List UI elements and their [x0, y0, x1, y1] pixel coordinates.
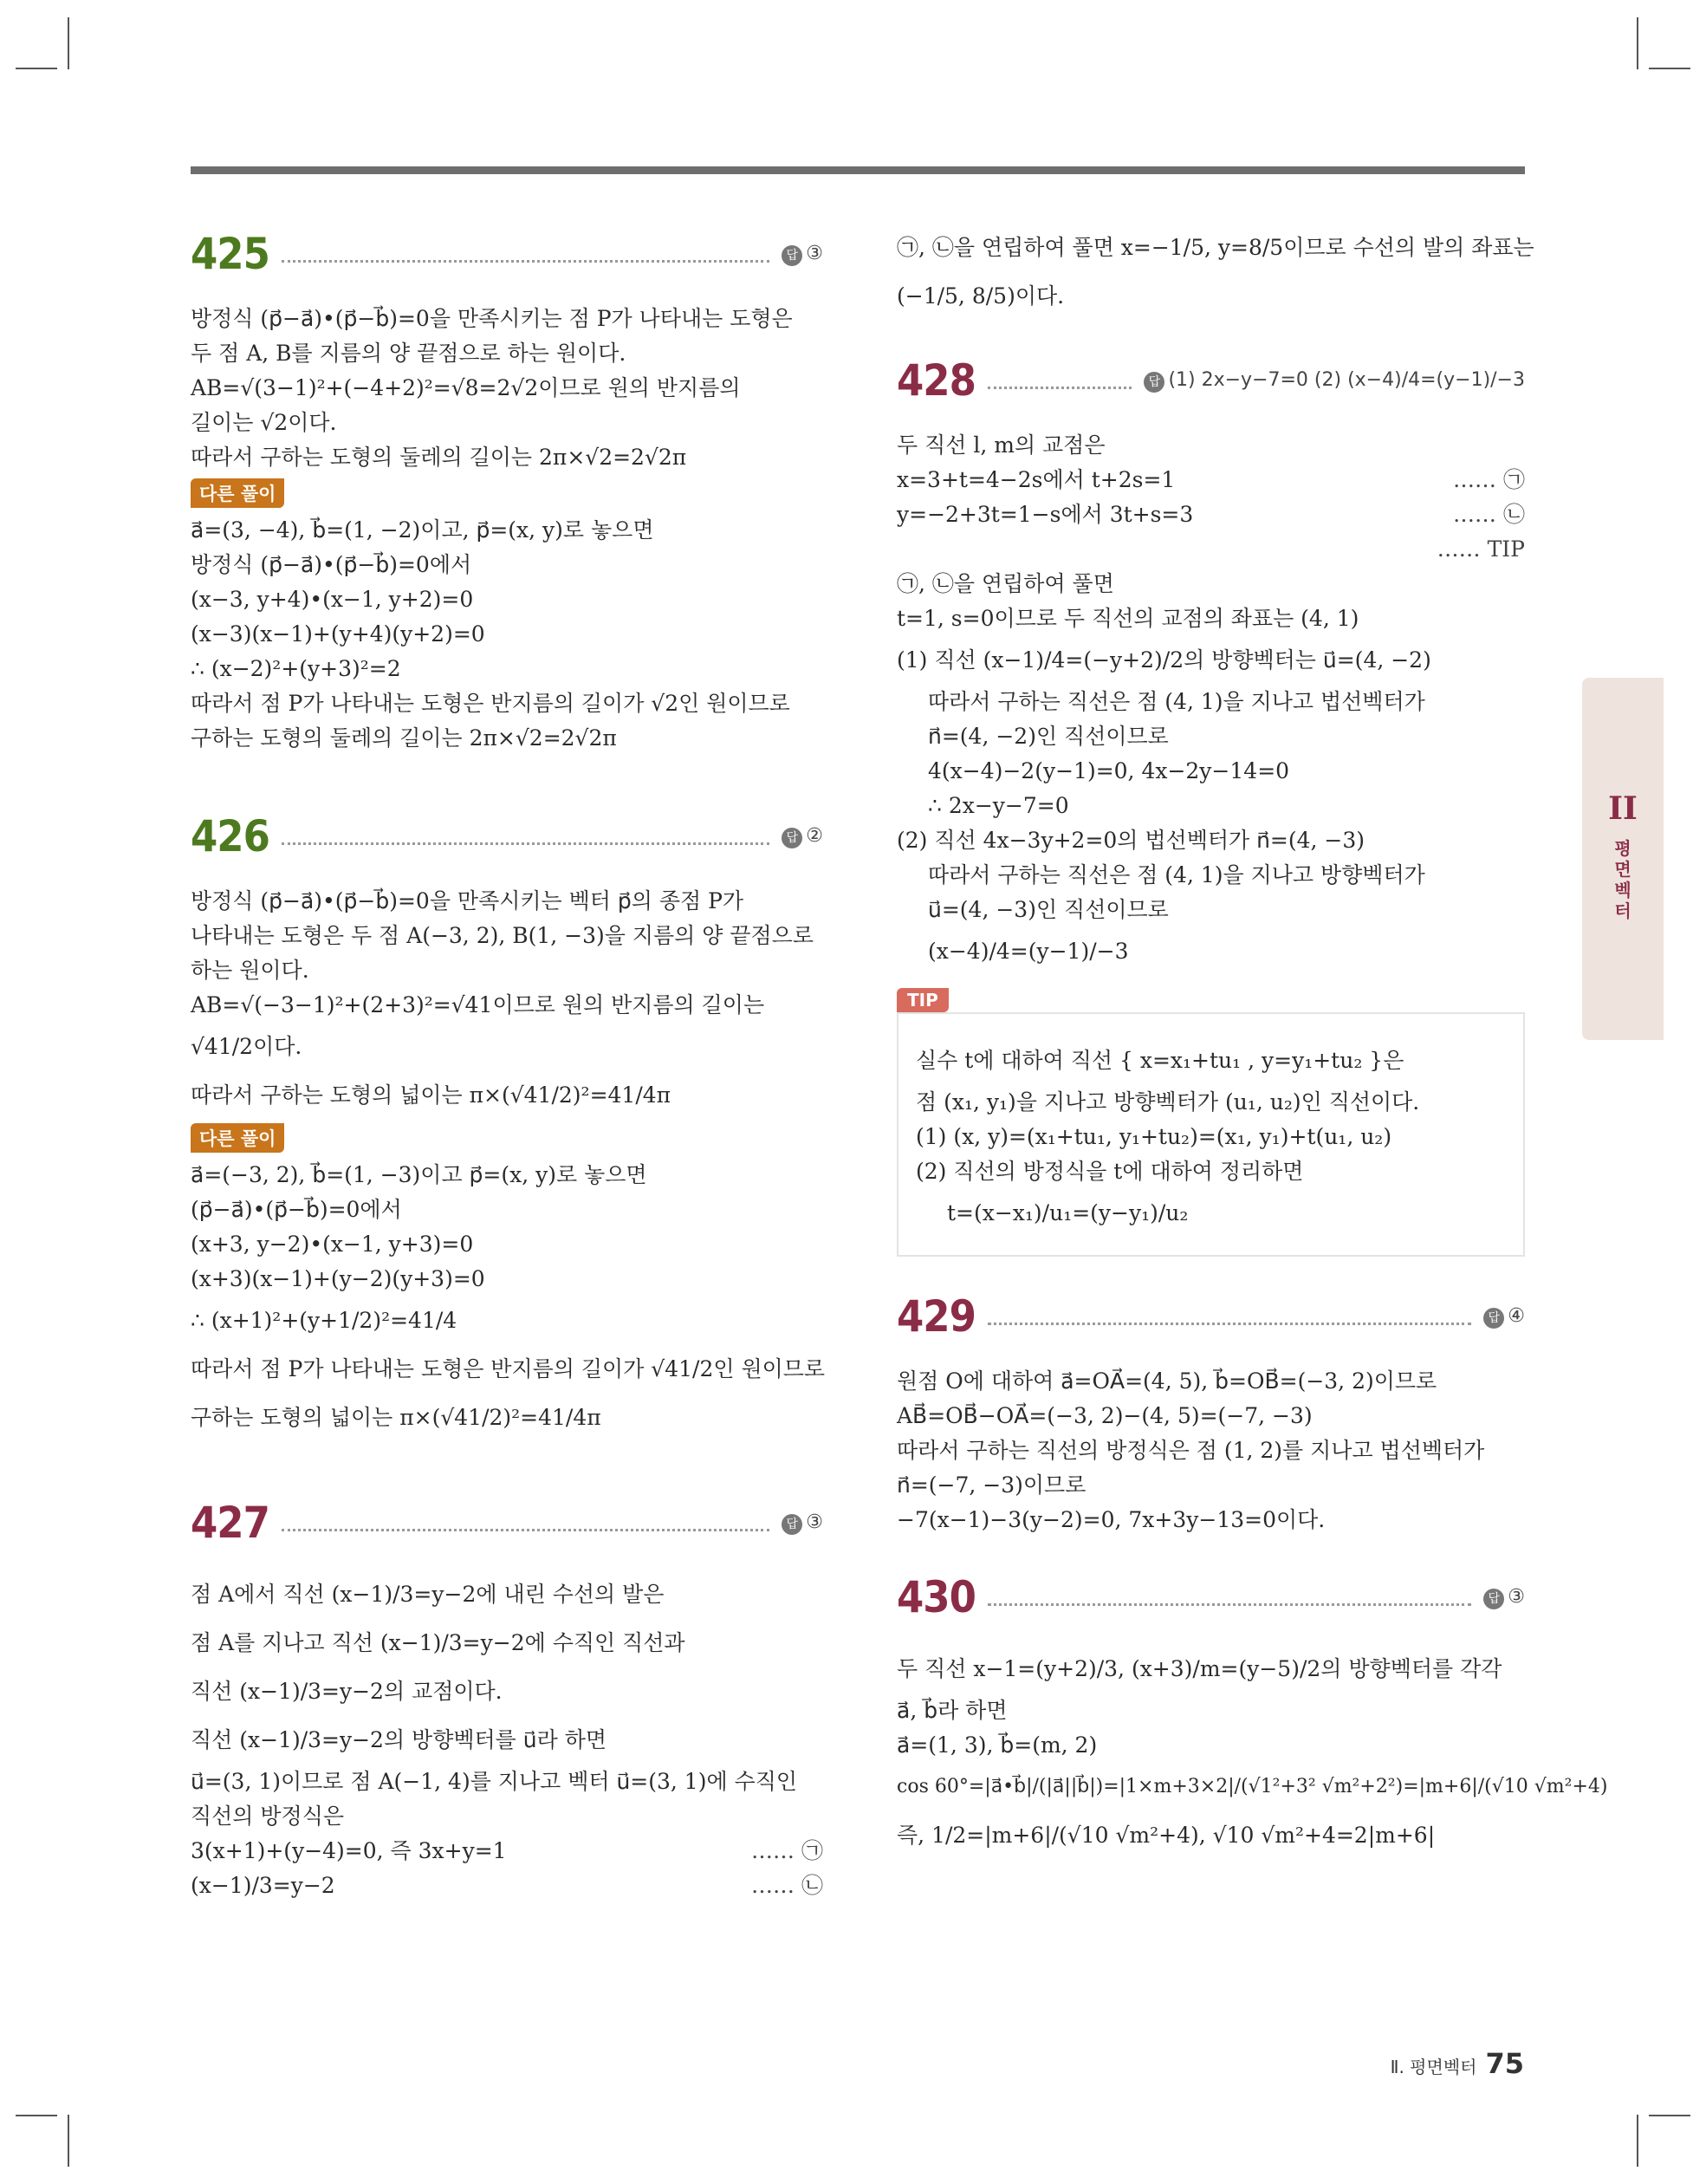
tip-box: [897, 1012, 1525, 1257]
solution-line: 두 점 A, B를 지름의 양 끝점으로 하는 원이다.: [191, 341, 626, 366]
spacer: [897, 1257, 1525, 1286]
right-column: [897, 224, 1608, 1860]
spacer: [897, 976, 1525, 988]
solution-line: 길이는 √2이다.: [191, 410, 337, 435]
solution-line: 방정식 (p⃗−a⃗)•(p⃗−b⃗)=0을 만족시키는 점 P가 나타내는 도형은: [191, 306, 793, 331]
spacer: [897, 1537, 1525, 1567]
header-rule: [191, 166, 1525, 174]
solution-line: a⃗=(−3, 2), b⃗=(1, −3)이고 p⃗=(x, y)로 놓으면: [191, 1162, 647, 1187]
solution-line: 직선 (x−1)/3=y−2의 교점이다.: [191, 1679, 503, 1704]
problem-number: 428: [897, 355, 976, 406]
solution-line: ∴ (x+1)²+(y+1/2)²=41/4: [191, 1308, 457, 1333]
equation-tag: …… ㉡: [1453, 502, 1525, 527]
left-column: [191, 224, 826, 1903]
problem-number: 429: [897, 1291, 976, 1342]
solution-line: ㉠, ㉡을 연립하여 풀면 x=−1/5, y=8/5이므로 수선의 발의 좌표는: [897, 235, 1534, 260]
solution-line: a⃗=(1, 3), b⃗=(m, 2): [897, 1732, 1098, 1758]
tip-reference: …… TIP: [1437, 536, 1525, 562]
equation-tag: …… ㉠: [1453, 467, 1525, 492]
chapter-title-glyph: 면: [1614, 859, 1631, 880]
answer-badge-icon: 답: [782, 245, 802, 266]
leader-dots: [282, 842, 769, 845]
problem-428-header: [897, 350, 1525, 411]
leader-dots: [988, 1323, 1471, 1325]
answer-label: 답 ②: [782, 825, 823, 848]
crop-mark: [1649, 68, 1690, 69]
alt-solution-badge: 다른 풀이: [191, 478, 284, 508]
problem-number: 430: [897, 1572, 976, 1622]
alt-solution-badge: 다른 풀이: [191, 1123, 284, 1153]
solution-line: cos 60°=|a⃗•b⃗|/(|a⃗||b⃗|)=|1×m+3×2|/(√1²+3² √m²+2²)=|m+6|/(√10 √m²+4): [897, 1776, 1608, 1797]
crop-mark: [16, 2115, 57, 2116]
spacer: [191, 1442, 823, 1492]
chapter-vertical-title: [1582, 838, 1664, 921]
answer-label: 답 (1) 2x−y−7=0 (2) (x−4)/4=(y−1)/−3: [1144, 369, 1525, 393]
chapter-roman-numeral: II: [1608, 790, 1638, 827]
solution-line: 점 A에서 직선 (x−1)/3=y−2에 내린 수선의 발은: [191, 1582, 665, 1607]
solution-line: ∴ 2x−y−7=0: [928, 793, 1069, 818]
solution-line: [897, 532, 1525, 567]
solution-line: AB=√(−3−1)²+(2+3)²=√41이므로 원의 반지름의 길이는: [191, 992, 765, 1017]
equation-tag: …… ㉡: [751, 1873, 823, 1898]
tip-line: 실수 t에 대하여 직선 { x=x₁+tu₁ , y=y₁+tu₂ }은: [916, 1048, 1404, 1073]
solution-line: 직선의 방정식은: [191, 1804, 344, 1829]
crop-mark: [1637, 2115, 1638, 2167]
spacer: [191, 756, 823, 806]
solution-line: …… ㉠ x=3+t=4−2s에서 t+2s=1: [897, 463, 1525, 497]
solution-line: AB=√(3−1)²+(−4+2)²=√8=2√2이므로 원의 반지름의: [191, 375, 741, 400]
solution-line: 따라서 구하는 직선의 방정식은 점 (1, 2)를 지나고 법선벡터가: [897, 1438, 1485, 1463]
solution-line: 직선 (x−1)/3=y−2의 방향벡터를 u⃗라 하면: [191, 1727, 607, 1752]
solution-line: (x−4)/4=(y−1)/−3: [928, 939, 1129, 964]
solution-line: …… ㉠ 3(x+1)+(y−4)=0, 즉 3x+y=1: [191, 1834, 823, 1869]
solution-line: 따라서 구하는 도형의 둘레의 길이는 2π×√2=2√2π: [191, 445, 687, 470]
solution-line: (−1/5, 8/5)이다.: [897, 283, 1065, 309]
crop-mark: [68, 2115, 69, 2167]
solution-line: 구하는 도형의 둘레의 길이는 2π×√2=2√2π: [191, 725, 617, 751]
problem-number: 426: [191, 811, 269, 861]
solution-line: 하는 원이다.: [191, 958, 309, 983]
solution-line: 두 직선 x−1=(y+2)/3, (x+3)/m=(y−5)/2의 방향벡터를 각각: [897, 1656, 1502, 1681]
solution-line: ∴ (x−2)²+(y+3)²=2: [191, 656, 401, 681]
answer-label: 답 ③: [782, 243, 823, 266]
problem-427-header: [191, 1492, 823, 1553]
solution-line: (x+3)(x−1)+(y−2)(y+3)=0: [191, 1266, 485, 1291]
answer-label: 답 ③: [1483, 1586, 1525, 1609]
spacer: [897, 321, 1525, 350]
tip-line: t=(x−x₁)/u₁=(y−y₁)/u₂: [947, 1200, 1189, 1225]
solution-line: 두 직선 l, m의 교점은: [897, 432, 1106, 458]
solution-line: 나타내는 도형은 두 점 A(−3, 2), B(1, −3)을 지름의 양 끝점으로: [191, 923, 814, 948]
problem-number: 427: [191, 1498, 269, 1548]
solution-line: 따라서 구하는 도형의 넓이는 π×(√41/2)²=41/4π: [191, 1082, 671, 1108]
chapter-title-glyph: 평: [1614, 838, 1631, 859]
solution-line: 구하는 도형의 넓이는 π×(√41/2)²=41/4π: [191, 1405, 601, 1430]
solution-line: 원점 O에 대하여 a⃗=OA⃗=(4, 5), b⃗=OB⃗=(−3, 2)이므로: [897, 1368, 1437, 1394]
tip-line: (2) 직선의 방정식을 t에 대하여 정리하면: [916, 1159, 1304, 1184]
problem-430-header: [897, 1567, 1525, 1628]
solution-line: (x+3, y−2)•(x−1, y+3)=0: [191, 1232, 474, 1257]
solution-line: 따라서 구하는 직선은 점 (4, 1)을 지나고 방향벡터가: [928, 862, 1425, 887]
solution-line: u⃗=(4, −3)인 직선이므로: [928, 897, 1169, 922]
solution-line: (x−3, y+4)•(x−1, y+2)=0: [191, 587, 474, 612]
solution-line: (p⃗−a⃗)•(p⃗−b⃗)=0에서: [191, 1197, 402, 1222]
leader-dots: [282, 1529, 769, 1531]
solution-line: 따라서 점 P가 나타내는 도형은 반지름의 길이가 √2인 원이므로: [191, 691, 790, 716]
leader-dots: [282, 260, 769, 263]
leader-dots: [988, 387, 1132, 389]
problem-425-header: [191, 224, 823, 284]
solution-line: 즉, 1/2=|m+6|/(√10 √m²+4), √10 √m²+4=2|m+6|: [897, 1823, 1436, 1848]
tip-line: (1) (x, y)=(x₁+tu₁, y₁+tu₂)=(x₁, y₁)+t(u₁, u₂): [916, 1124, 1392, 1149]
solution-line: ㉠, ㉡을 연립하여 풀면: [897, 571, 1114, 596]
solution-line: u⃗=(3, 1)이므로 점 A(−1, 4)를 지나고 벡터 u⃗=(3, 1)에 수직인: [191, 1769, 798, 1794]
chapter-title: Ⅱ. 평면벡터: [1390, 2057, 1477, 2077]
chapter-title-glyph: 터: [1614, 900, 1631, 921]
crop-mark: [1637, 17, 1638, 69]
solution-line: …… ㉡ (x−1)/3=y−2: [191, 1869, 823, 1903]
answer-badge-icon: 답: [1144, 372, 1164, 393]
solution-line: 점 A를 지나고 직선 (x−1)/3=y−2에 수직인 직선과: [191, 1630, 685, 1655]
tip-badge: TIP: [897, 988, 949, 1012]
answer-badge-icon: 답: [1483, 1589, 1504, 1609]
solution-line: n⃗=(4, −2)인 직선이므로: [928, 724, 1169, 749]
answer-badge-icon: 답: [1483, 1308, 1504, 1329]
equation-tag: …… ㉠: [751, 1838, 823, 1863]
page-number: 75: [1485, 2047, 1524, 2080]
solution-line: 따라서 점 P가 나타내는 도형은 반지름의 길이가 √41/2인 원이므로: [191, 1356, 826, 1381]
page-footer: [1391, 2047, 1524, 2080]
problem-429-header: [897, 1286, 1525, 1347]
solution-line: a⃗=(3, −4), b⃗=(1, −2)이고, p⃗=(x, y)로 놓으면: [191, 517, 654, 543]
solution-line: AB⃗=OB⃗−OA⃗=(−3, 2)−(4, 5)=(−7, −3): [897, 1403, 1313, 1428]
leader-dots: [988, 1603, 1471, 1606]
answer-label: 답 ④: [1483, 1305, 1525, 1329]
chapter-title-glyph: 벡: [1614, 880, 1631, 900]
solution-line: (1) 직선 (x−1)/4=(−y+2)/2의 방향벡터는 u⃗=(4, −2): [897, 647, 1431, 673]
solution-line: 4(x−4)−2(y−1)=0, 4x−2y−14=0: [928, 758, 1290, 783]
crop-mark: [1649, 2115, 1690, 2116]
answer-badge-icon: 답: [782, 828, 802, 848]
answer-label: 답 ③: [782, 1511, 823, 1535]
problem-426-header: [191, 806, 823, 867]
solution-line: a⃗, b⃗라 하면: [897, 1698, 1008, 1723]
solution-line: 따라서 구하는 직선은 점 (4, 1)을 지나고 법선벡터가: [928, 689, 1425, 714]
tip-line: 점 (x₁, y₁)을 지나고 방향벡터가 (u₁, u₂)인 직선이다.: [916, 1089, 1420, 1115]
solution-line: √41/2이다.: [191, 1034, 302, 1059]
solution-line: …… ㉡ y=−2+3t=1−s에서 3t+s=3: [897, 497, 1525, 532]
solution-line: (x−3)(x−1)+(y+4)(y+2)=0: [191, 621, 485, 647]
solution-line: t=1, s=0이므로 두 직선의 교점의 좌표는 (4, 1): [897, 606, 1359, 631]
chapter-side-tab: [1582, 678, 1664, 1040]
solution-line: n⃗=(−7, −3)이므로: [897, 1472, 1087, 1498]
solution-line: −7(x−1)−3(y−2)=0, 7x+3y−13=0이다.: [897, 1507, 1326, 1532]
crop-mark: [16, 68, 57, 69]
solution-line: (2) 직선 4x−3y+2=0의 법선벡터가 n⃗=(4, −3): [897, 828, 1365, 853]
solution-line: 방정식 (p⃗−a⃗)•(p⃗−b⃗)=0에서: [191, 552, 472, 577]
answer-badge-icon: 답: [782, 1514, 802, 1535]
problem-number: 425: [191, 229, 269, 279]
solution-line: 방정식 (p⃗−a⃗)•(p⃗−b⃗)=0을 만족시키는 벡터 p⃗의 종점 P가: [191, 888, 744, 913]
crop-mark: [68, 17, 69, 69]
